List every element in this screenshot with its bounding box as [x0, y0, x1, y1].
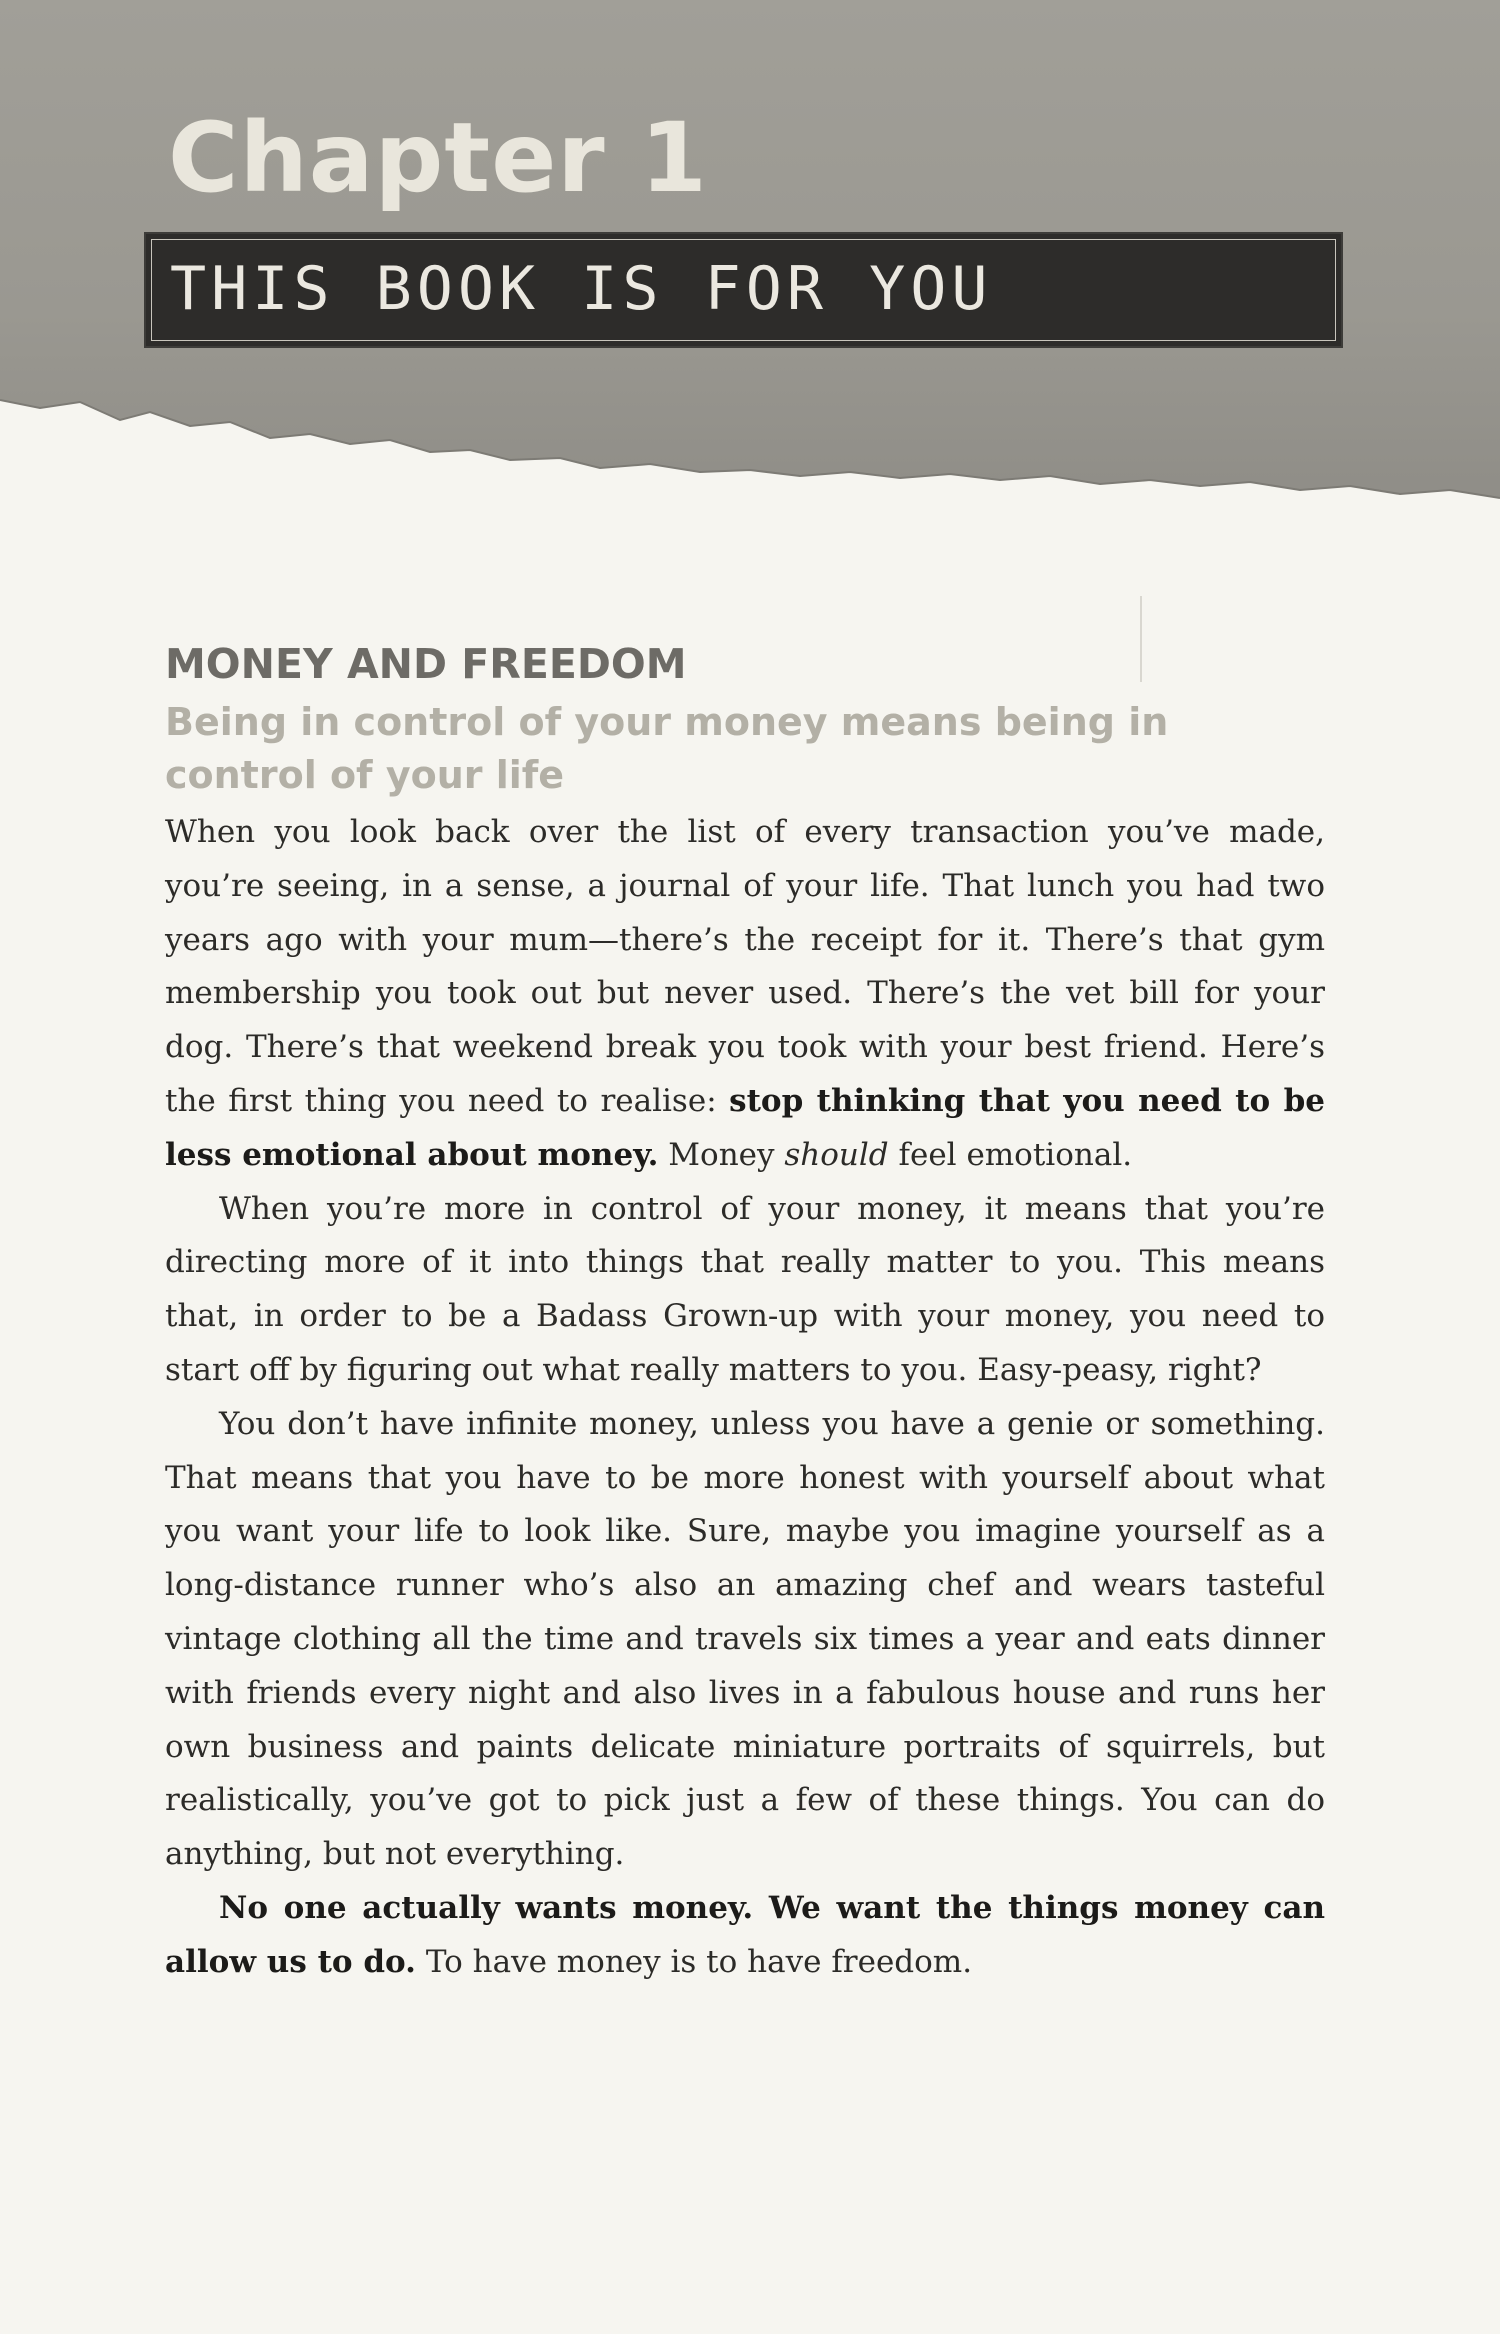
paragraph-3: You don’t have infinite money, unless you have a genie or something. That means that you have to be more honest with yourself about what you want your life to look like. Sure, maybe you imagine yourself as a long-distance runner who’s also an amazing chef and wears tasteful vintage clothing all the time and travels six times a year and eats dinner with friends every night and also lives in a fabulous house and runs her own business and paints delicate miniature portraits of squirrels, but realistically, you’ve got to pick just a few of these things. You can do anything, but not everything.	[165, 1405, 1325, 1873]
paragraph-2: When you’re more in control of your money, it means that you’re directing more of it into things that really matter to you. This means that, in order to be a Badass Grown-up with your money, you need to start off by figuring out what really matters to you. Easy-peasy, right?	[165, 1190, 1325, 1388]
paragraph-4-emphasis: No one actually wants money. We want the things money can allow us to do.	[165, 1889, 1325, 1980]
section-heading: MONEY AND FREEDOM	[165, 640, 687, 688]
chapter-body	[165, 640, 1325, 1990]
section-subheading: Being in control of your money means being in control of your life	[165, 700, 1169, 797]
chapter-title: Chapter 1	[168, 102, 708, 214]
paragraph-1-italic: should	[784, 1136, 889, 1173]
torn-paper-edge	[0, 360, 1500, 560]
chapter-subtitle: THIS BOOK IS FOR YOU	[170, 254, 993, 324]
paragraph-4	[165, 1882, 1325, 1990]
paragraph-4-text: To have money is to have freedom.	[415, 1943, 973, 1980]
paragraph-1	[165, 806, 1325, 1183]
paragraph-1-text-b: Money	[658, 1136, 785, 1173]
paragraph-1-emphasis: stop thinking that you need to be less emotional about money.	[165, 1082, 1325, 1173]
paragraph-1-text: When you look back over the list of every transaction you’ve made, you’re seeing, in a sense, a journal of your life. That lunch you had two years ago with your mum—there’s the receipt for it. There’s that gym membership you took out but never used. There’s the vet bill for your dog. There’s that weekend break you took with your best friend. Here’s the first thing you need to realise:	[165, 814, 1325, 1119]
paragraph-1-text-c: feel emotional.	[888, 1136, 1133, 1173]
chapter-subtitle-box	[144, 232, 1343, 348]
